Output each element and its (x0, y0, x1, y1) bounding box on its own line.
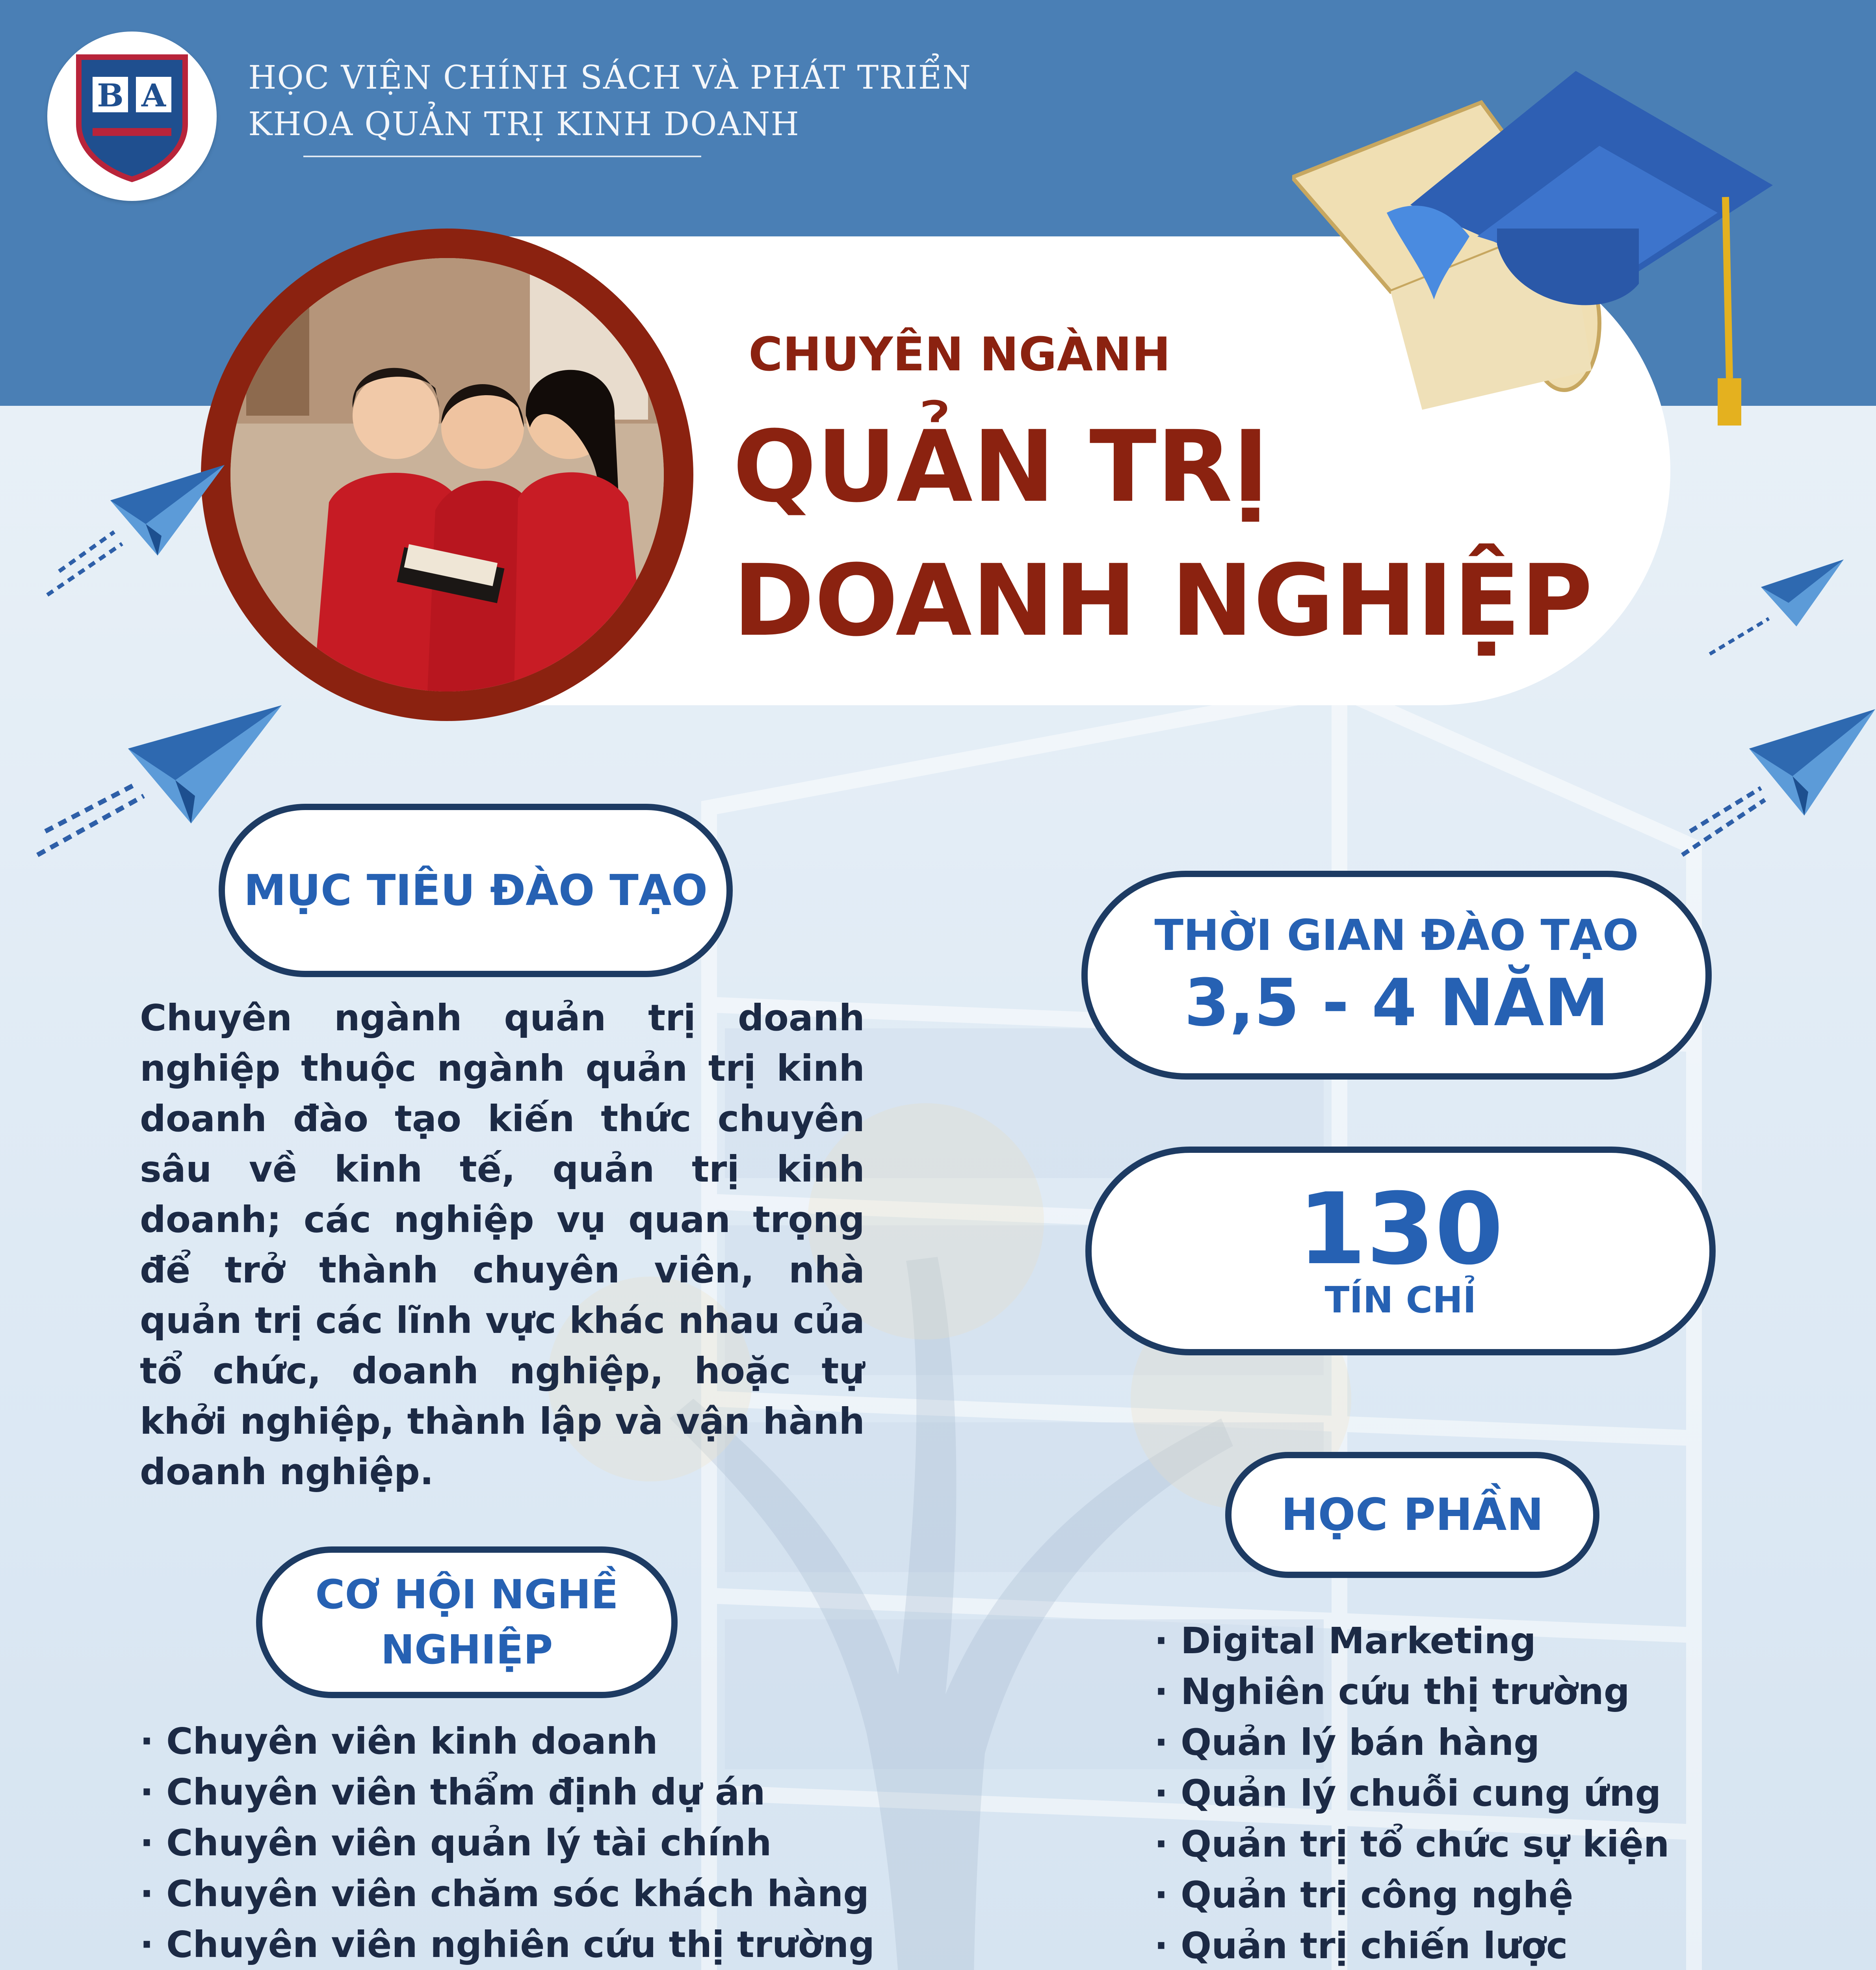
students-photo (201, 229, 693, 721)
credits-box (1085, 1147, 1716, 1355)
list-item: · Nghiên cứu thị trường (1154, 1666, 1778, 1717)
modules-heading (1225, 1452, 1599, 1578)
careers-heading-line1: CƠ HỘI NGHỀ (315, 1571, 619, 1618)
objectives-text: Chuyên ngành quản trị doanh nghiệp thuộc ngành quản trị kinh doanh đào tạo kiến thức chuyên sâu về kinh tế, quản trị kinh doanh; các nghiệp vụ quan trọng để trở thành chuyên viên, nhà quản trị các lĩnh vực khác nhau của tổ chức, doanh nghiệp, hoặc tự khởi nghiệp, thành lập và vận hành doanh nghiệp. (140, 997, 865, 1493)
careers-heading (256, 1546, 678, 1698)
list-item: · Quản trị chiến lược (1154, 1920, 1778, 1970)
paper-plane-icon (43, 465, 228, 599)
paper-plane-icon (1678, 709, 1875, 859)
program-title-line1: QUẢN TRỊ (733, 409, 1269, 524)
credits-value: 130 (1298, 1172, 1503, 1286)
careers-heading-line2: NGHIỆP (381, 1626, 553, 1673)
program-label: CHUYÊN NGÀNH (749, 327, 1171, 381)
logo-letter-b: B (97, 77, 124, 114)
modules-heading-text: HỌC PHẦN (1281, 1489, 1544, 1541)
list-item: · Quản lý chuỗi cung ứng (1154, 1768, 1778, 1819)
list-item: · Digital Marketing (1154, 1615, 1778, 1666)
institution-name: HỌC VIỆN CHÍNH SÁCH VÀ PHÁT TRIỂN (248, 59, 972, 97)
list-item: · Chuyên viên chăm sóc khách hàng (140, 1868, 947, 1919)
list-item: · Quản trị công nghệ (1154, 1870, 1778, 1920)
list-item: · Chuyên viên nghiên cứu thị trường (140, 1919, 947, 1970)
duration-box (1081, 871, 1712, 1080)
graduation-cap-icon (1292, 71, 1785, 426)
careers-list (140, 1716, 947, 1970)
list-item: · Chuyên viên thẩm định dự án (140, 1767, 947, 1818)
list-item: · Quản lý bán hàng (1154, 1717, 1778, 1768)
list-item: · Quản trị tổ chức sự kiện (1154, 1819, 1778, 1870)
duration-value: 3,5 - 4 NĂM (1184, 965, 1609, 1041)
logo-shield-icon (71, 49, 193, 183)
list-item: · Chuyên viên quản lý tài chính (140, 1818, 947, 1868)
students-image (230, 258, 664, 691)
objectives-heading-text: MỤC TIÊU ĐÀO TẠO (243, 866, 708, 915)
program-title-line2: DOANH NGHIỆP (733, 543, 1593, 658)
credits-label: TÍN CHỈ (1324, 1279, 1477, 1321)
academy-logo (47, 32, 217, 201)
paper-plane-icon (1706, 559, 1848, 658)
list-item: · Chuyên viên kinh doanh (140, 1716, 947, 1767)
faculty-name: KHOA QUẢN TRỊ KINH DOANH (248, 106, 800, 143)
logo-letter-a: A (141, 77, 166, 114)
objectives-heading (219, 804, 733, 977)
duration-label: THỜI GIAN ĐÀO TẠO (1154, 911, 1639, 960)
modules-list (1154, 1615, 1778, 1970)
header-divider (303, 156, 701, 157)
